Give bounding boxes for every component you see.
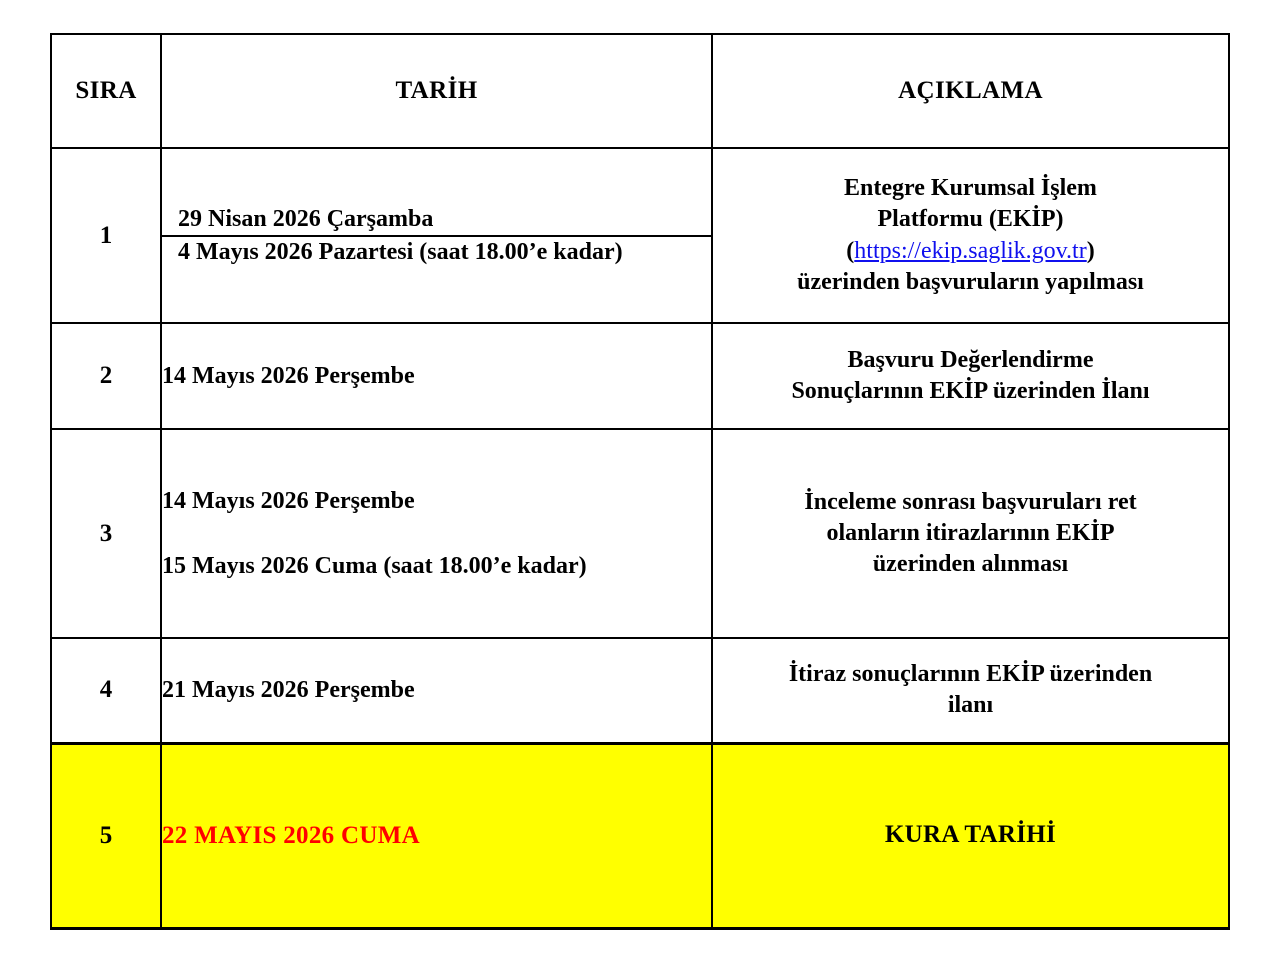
row-order-number: 3 <box>51 429 161 638</box>
date-line-spacer <box>162 517 711 551</box>
description-line: İtiraz sonuçlarının EKİP üzerinden <box>788 661 1153 688</box>
description-line: Platformu (EKİP) <box>877 206 1064 233</box>
link-prefix: ( <box>846 237 855 264</box>
description-line: KURA TARİHİ <box>884 821 1057 849</box>
description-line: üzerinden alınması <box>872 551 1069 578</box>
row-description-cell <box>712 429 1229 638</box>
row-order-number: 4 <box>51 638 161 743</box>
row-date-cell <box>161 148 712 323</box>
table-row <box>51 429 1229 638</box>
column-header-description: AÇIKLAMA <box>712 34 1229 148</box>
row-date-line: 14 Mayıs 2026 Perşembe <box>162 488 415 515</box>
ekip-portal-link[interactable]: https://ekip.saglik.gov.tr <box>854 237 1087 264</box>
date-subrow <box>162 236 711 267</box>
column-header-date: TARİH <box>161 34 712 148</box>
column-header-order: SIRA <box>51 34 161 148</box>
description-line: Sonuçlarının EKİP üzerinden İlanı <box>791 378 1150 404</box>
description-line: ilanı <box>947 692 994 719</box>
date-subtable <box>162 204 711 266</box>
row-date-line: 15 Mayıs 2026 Cuma (saat 18.00’e kadar) <box>162 552 587 579</box>
row-date-line: 21 Mayıs 2026 Perşembe <box>162 677 415 704</box>
table-header <box>51 34 1229 148</box>
table-header-row <box>51 34 1229 148</box>
row-date-cell <box>161 429 712 638</box>
row-date-line: 29 Nisan 2026 Çarşamba <box>162 204 711 235</box>
row-description-cell <box>712 743 1229 928</box>
description-line: üzerinden başvuruların yapılması <box>797 268 1144 295</box>
row-order-number: 1 <box>51 148 161 323</box>
row-description-cell <box>712 323 1229 429</box>
table-row <box>51 638 1229 743</box>
row-order-number: 5 <box>51 743 161 928</box>
table-row <box>51 148 1229 323</box>
row-order-number: 2 <box>51 323 161 429</box>
row-description-cell <box>712 638 1229 743</box>
description-link-line <box>713 236 1228 267</box>
schedule-table <box>50 33 1230 930</box>
description-line: İnceleme sonrası başvuruları ret <box>804 488 1137 515</box>
table-row-highlighted <box>51 743 1229 928</box>
row-date-line-emphasis: 22 MAYIS 2026 CUMA <box>162 821 420 849</box>
table-row <box>51 323 1229 429</box>
description-line: Başvuru Değerlendirme <box>847 346 1094 373</box>
row-date-line: 14 Mayıs 2026 Perşembe <box>162 362 415 389</box>
link-suffix: ) <box>1086 237 1095 264</box>
row-description-cell <box>712 148 1229 323</box>
row-date-cell <box>161 638 712 743</box>
table-body <box>51 148 1229 928</box>
description-line: olanların itirazlarının EKİP <box>826 519 1115 546</box>
row-date-cell <box>161 743 712 928</box>
date-subrow <box>162 204 711 235</box>
row-date-cell <box>161 323 712 429</box>
description-line: Entegre Kurumsal İşlem <box>844 175 1097 202</box>
row-date-line: 4 Mayıs 2026 Pazartesi (saat 18.00’e kadar) <box>162 236 711 267</box>
